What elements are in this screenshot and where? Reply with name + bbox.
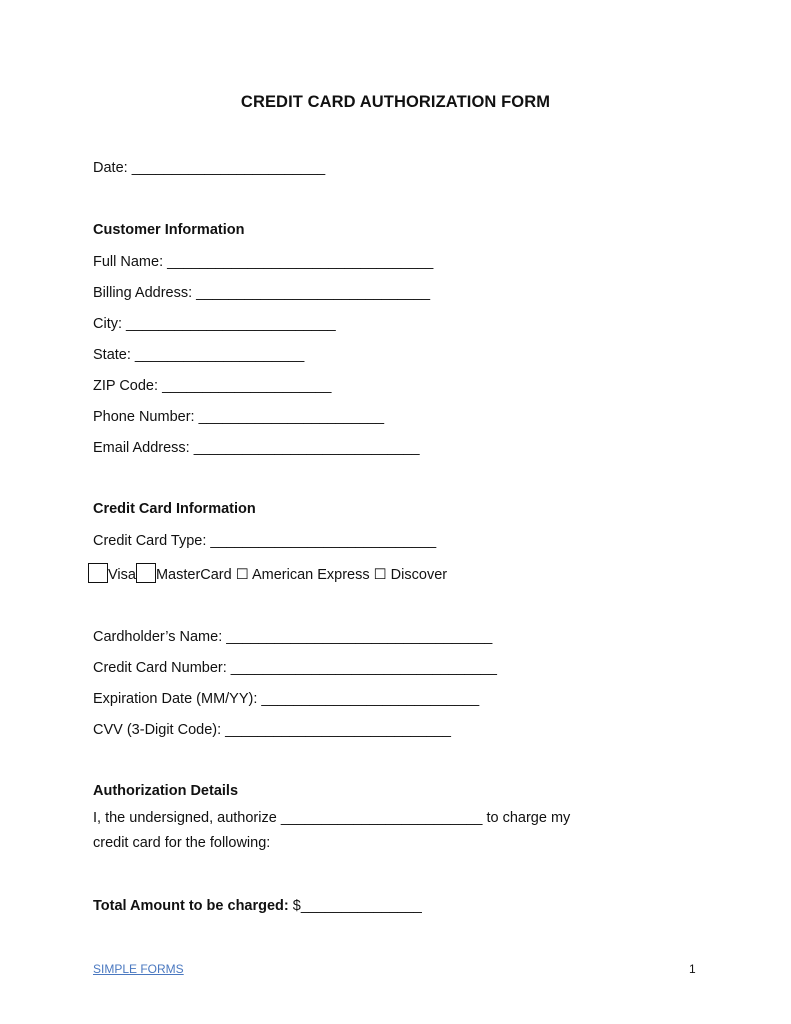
card-number-label: Credit Card Number: [93, 660, 227, 676]
expiration-row [93, 690, 479, 708]
state-field[interactable]: _____________________ [134, 347, 305, 363]
phone-row [93, 408, 384, 426]
authorization-heading: Authorization Details [93, 783, 239, 799]
card-type-field[interactable]: ____________________________ [210, 533, 437, 549]
billing-address-field[interactable]: _____________________________ [196, 285, 431, 301]
total-label: Total Amount to be charged: [93, 898, 289, 914]
email-label: Email Address: [93, 440, 190, 456]
amex-option[interactable]: ☐ American Express [235, 566, 370, 583]
zip-row [93, 377, 331, 395]
cvv-row [93, 721, 451, 739]
total-currency: $ [292, 898, 301, 914]
zip-field[interactable]: _____________________ [162, 378, 332, 394]
authorization-line-2: credit card for the following: [93, 835, 271, 851]
cvv-field[interactable]: ____________________________ [225, 722, 451, 738]
billing-address-row [93, 284, 430, 302]
card-heading: Credit Card Information [93, 501, 256, 517]
phone-label: Phone Number: [93, 409, 195, 425]
city-label: City: [93, 316, 122, 332]
cardholder-row [93, 628, 492, 646]
email-field[interactable]: ____________________________ [193, 440, 420, 456]
mastercard-checkbox[interactable] [136, 563, 156, 583]
page-title: CREDIT CARD AUTHORIZATION FORM [240, 93, 551, 111]
card-type-label: Credit Card Type: [93, 533, 207, 549]
visa-label: Visa [108, 566, 136, 583]
city-row [93, 315, 336, 333]
merchant-field[interactable]: _________________________ [280, 810, 483, 826]
card-type-row [93, 532, 436, 550]
date-field[interactable]: ________________________ [131, 160, 326, 176]
footer-link[interactable]: SIMPLE FORMS [93, 962, 184, 976]
cardholder-field[interactable]: _________________________________ [226, 629, 493, 645]
email-row [93, 439, 420, 457]
expiration-field[interactable]: ___________________________ [261, 691, 480, 707]
expiration-label: Expiration Date (MM/YY): [93, 691, 258, 707]
page-number: 1 [689, 962, 696, 976]
mastercard-label: MasterCard [155, 566, 232, 583]
total-row [93, 897, 422, 915]
total-field[interactable]: _______________ [300, 898, 422, 914]
authorization-line-1 [93, 809, 570, 827]
authorization-post-text: to charge my [486, 810, 571, 826]
authorization-pre-text: I, the undersigned, authorize [93, 810, 277, 826]
card-number-row [93, 659, 497, 677]
date-label: Date: [93, 160, 128, 176]
card-type-options [88, 565, 447, 585]
card-number-field[interactable]: _________________________________ [230, 660, 497, 676]
full-name-label: Full Name: [93, 254, 164, 270]
billing-address-label: Billing Address: [93, 285, 193, 301]
visa-checkbox[interactable] [88, 563, 108, 583]
full-name-field[interactable]: _________________________________ [167, 254, 434, 270]
customer-heading: Customer Information [93, 222, 245, 238]
full-name-row [93, 253, 433, 271]
state-label: State: [93, 347, 131, 363]
cvv-label: CVV (3-Digit Code): [93, 722, 222, 738]
zip-label: ZIP Code: [93, 378, 159, 394]
phone-field[interactable]: _______________________ [198, 409, 385, 425]
cardholder-label: Cardholder’s Name: [93, 629, 223, 645]
discover-option[interactable]: ☐ Discover [373, 566, 448, 583]
city-field[interactable]: __________________________ [126, 316, 336, 332]
state-row [93, 346, 304, 364]
date-row [93, 159, 325, 177]
